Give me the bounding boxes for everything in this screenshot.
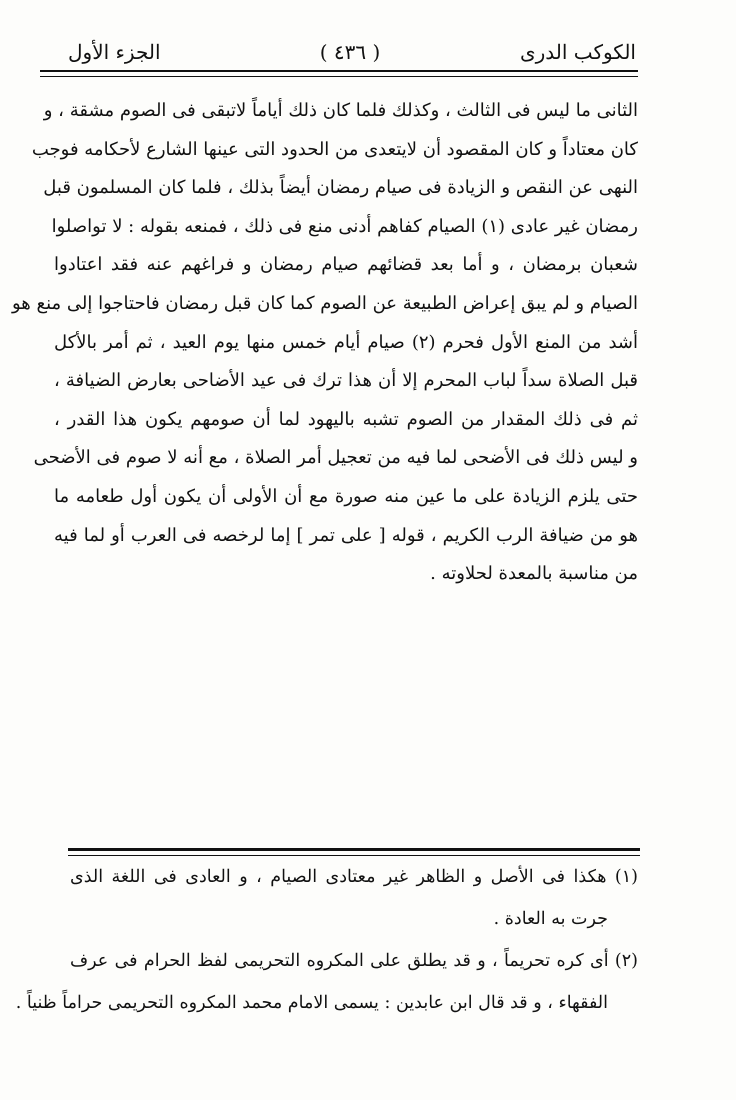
header-rule-thin [40, 76, 638, 77]
main-text [12, 92, 638, 594]
volume-label: الجزء الأول [68, 40, 161, 64]
text-line: شعبان برمضان ، و أما بعد قضائهم صيام رمضان و فراغهم عنه فقد اعتادوا [54, 254, 638, 276]
text-line: الثانى ما ليس فى الثالث ، وكذلك فلما كان ذلك أياماً لاتبقى فى الصوم مشقة ، و [43, 100, 638, 121]
text-line: الصيام و لم يبق إعراض الطبيعة عن الصوم كما كان قبل رمضان فاحتاجوا إلى منع هو [12, 292, 638, 314]
header-rule-thick [40, 70, 638, 72]
footnote-line: الفقهاء ، و قد قال ابن عابدين : يسمى الامام محمد المكروه التحريمى حراماً ظنياً . [15, 993, 608, 1013]
page-header [60, 36, 640, 70]
text-line: قبل الصلاة سداً لباب المحرم إلا أن هذا ترك فى عيد الأضاحى بعارض الضيافة ، [54, 370, 638, 392]
text-line: من مناسبة بالمعدة لحلاوته . [430, 563, 638, 585]
text-line: أشد من المنع الأول فحرم (٢) صيام أيام خمس منها يوم العيد ، ثم أمر بالأكل [54, 331, 638, 353]
text-line: و ليس ذلك فى الأضحى لما فيه من تعجيل أمر الصلاة ، مع أنه لا صوم فى الأضحى [33, 447, 638, 469]
text-line: هو من ضيافة الرب الكريم ، قوله [ على تمر ] إما لرخصه فى العرب أو لما فيه [54, 524, 638, 546]
text-line: حتى يلزم الزيادة على ما عين منه صورة مع أن الأولى أن يكون أول طعامه ما [54, 485, 638, 507]
footnote-line: (٢) أى كره تحريماً ، و قد يطلق على المكروه التحريمى لفظ الحرام فى عرف [70, 951, 638, 971]
text-line: ثم فى ذلك المقدار من الصوم تشبه باليهود لما أن صومهم يكون هذا القدر ، [54, 408, 638, 430]
footnote-rule-thick [68, 848, 640, 851]
footnote-line: جرت به العادة . [493, 909, 608, 929]
text-line: رمضان غير عادى (١) الصيام كفاهم أدنى منع فى ذلك ، فمنعه بقوله : لا تواصلوا [51, 215, 638, 237]
page-number: ( ٤٣٦ ) [319, 40, 381, 64]
text-line: النهى عن النقص و الزيادة فى صيام رمضان أيضاً بذلك ، فلما كان المسلمون قبل [43, 177, 638, 199]
text-line: كان معتاداً و كان المقصود أن لايتعدى من الحدود التى عينها الشارع لأحكامه فوجب [31, 138, 638, 160]
footnote-line: (١) هكذا فى الأصل و الظاهر غير معتادى الصيام ، و العادى فى اللغة الذى [70, 867, 638, 887]
book-title: الكوكب الدرى [519, 40, 636, 64]
footnotes [15, 856, 638, 1024]
